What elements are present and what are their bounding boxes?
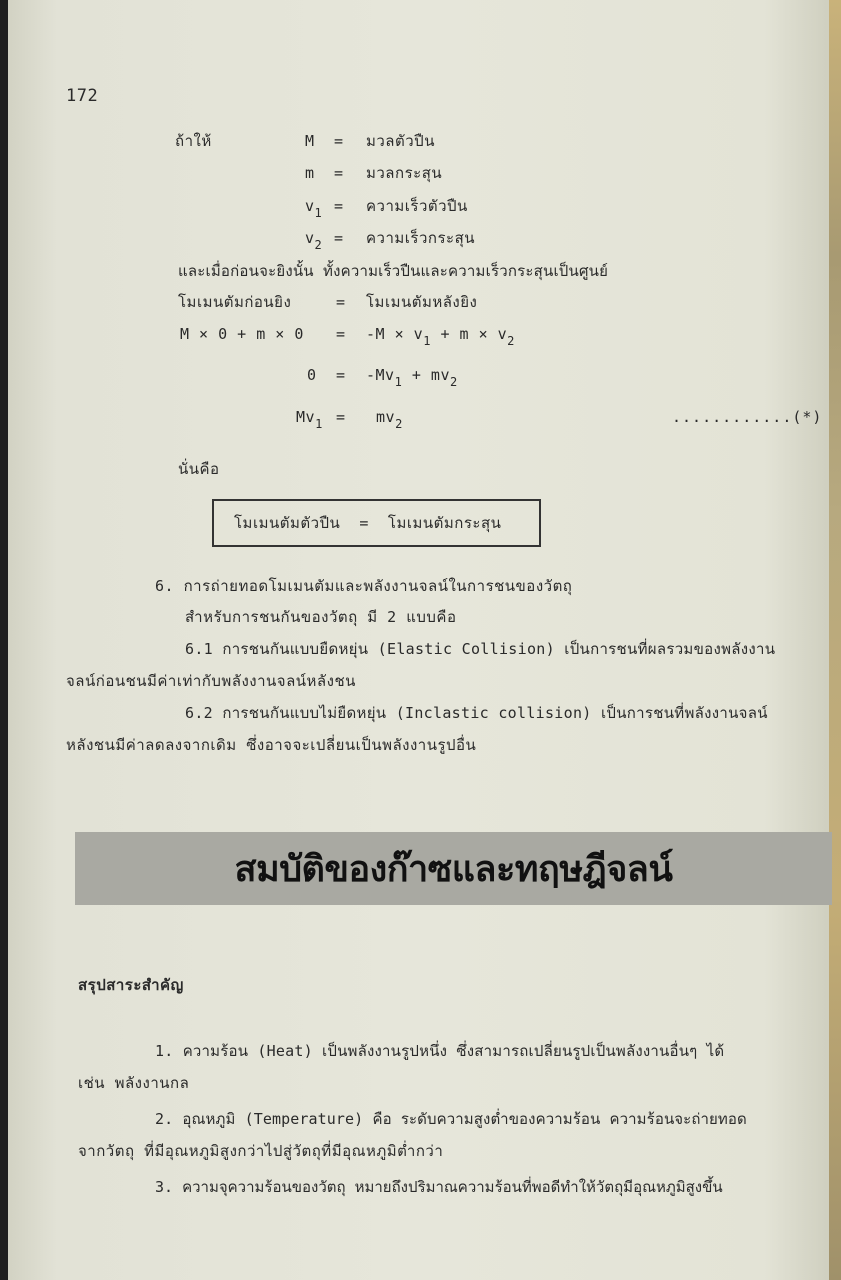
def-meaning-v2: ความเร็วกระสุน — [366, 229, 475, 247]
section6-intro: สำหรับการชนกันของวัตถุ มี 2 แบบคือ — [185, 608, 457, 626]
eq1-left: โมเมนตัมก่อนยิง — [178, 293, 292, 311]
eq4-left: $Mv_1$ — [296, 408, 323, 431]
def-equals-4: = — [334, 229, 344, 247]
boxed-equation: โมเมนตัมตัวปืน = โมเมนตัมกระสุน — [234, 514, 502, 532]
eq2-right: $-M \times v_1 + m \times v_2$ — [366, 325, 515, 348]
chapter-title: สมบัติของก๊าซและทฤษฎีจลน์ — [234, 849, 673, 890]
eq2-left: M × 0 + m × 0 — [180, 325, 304, 343]
summary-item2-line1: 2. อุณหภูมิ (Temperature) คือ ระดับความสูงต่ำของความร้อน ความร้อนจะถ่ายทอด — [155, 1110, 747, 1128]
eq3-right: $-Mv_1 + mv_2$ — [366, 366, 458, 389]
section6-item1-line1: 6.1 การชนกันแบบยืดหยุ่น (Elastic Collision) เป็นการชนที่ผลรวมของพลังงาน — [185, 640, 776, 658]
def-symbol-m: m — [305, 164, 315, 182]
summary-item2-line2: จากวัตถุ ที่มีอุณหภูมิสูงกว่าไปสู่วัตถุที่มีอุณหภูมิต่ำกว่า — [78, 1142, 444, 1160]
def-symbol-v2: $v_2$ — [305, 229, 323, 252]
section6-item2-line2: หลังชนมีค่าลดลงจากเดิม ซึ่งอาจจะเปลี่ยนเป็นพลังงานรูปอื่น — [66, 736, 477, 754]
def-equals-3: = — [334, 197, 344, 215]
def-equals-1: = — [334, 132, 344, 150]
summary-item1-line1: 1. ความร้อน (Heat) เป็นพลังงานรูปหนึ่ง ซึ่งสามารถเปลี่ยนรูปเป็นพลังงานอื่นๆ ได้ — [155, 1042, 725, 1060]
eq1-right: โมเมนตัมหลังยิง — [366, 293, 478, 311]
eq4-equals: = — [336, 408, 346, 426]
summary-item3-line1: 3. ความจุความร้อนของวัตถุ หมายถึงปริมาณความร้อนที่พอดีทำให้วัตถุมีอุณหภูมิสูงขึ้น — [155, 1178, 723, 1196]
eq2-equals: = — [336, 325, 346, 343]
page-number: 172 — [66, 86, 99, 106]
section6-item1-line2: จลน์ก่อนชนมีค่าเท่ากับพลังงานจลน์หลังชน — [66, 672, 356, 690]
conclusion-label: นั่นคือ — [178, 460, 220, 478]
summary-heading: สรุปสาระสำคัญ — [78, 976, 184, 994]
chapter-banner — [75, 832, 832, 905]
def-symbol-v1: $v_1$ — [305, 197, 323, 220]
def-meaning-m: มวลกระสุน — [366, 164, 443, 182]
section6-item2-line1: 6.2 การชนกันแบบไม่ยืดหยุ่น (Inclastic collision) เป็นการชนที่พลังงานจลน์ — [185, 704, 768, 722]
eq3-left: 0 — [307, 366, 317, 384]
initial-condition-sentence: และเมื่อก่อนจะยิงนั้น ทั้งความเร็วปืนและความเร็วกระสุนเป็นศูนย์ — [178, 262, 609, 280]
section6-heading: 6. การถ่ายทอดโมเมนตัมและพลังงานจลน์ในการชนของวัตถุ — [155, 577, 573, 595]
eq3-equals: = — [336, 366, 346, 384]
def-equals-2: = — [334, 164, 344, 182]
eq1-equals: = — [336, 293, 346, 311]
equation-marker: ............(*) — [672, 408, 823, 426]
definitions-intro: ถ้าให้ — [175, 132, 212, 150]
summary-item1-line2: เช่น พลังงานกล — [78, 1074, 190, 1092]
eq4-right: $mv_2$ — [376, 408, 403, 431]
def-meaning-M: มวลตัวปืน — [366, 132, 435, 150]
def-symbol-M: M — [305, 132, 315, 150]
def-meaning-v1: ความเร็วตัวปืน — [366, 197, 468, 215]
scan-edge-right — [829, 0, 841, 1280]
